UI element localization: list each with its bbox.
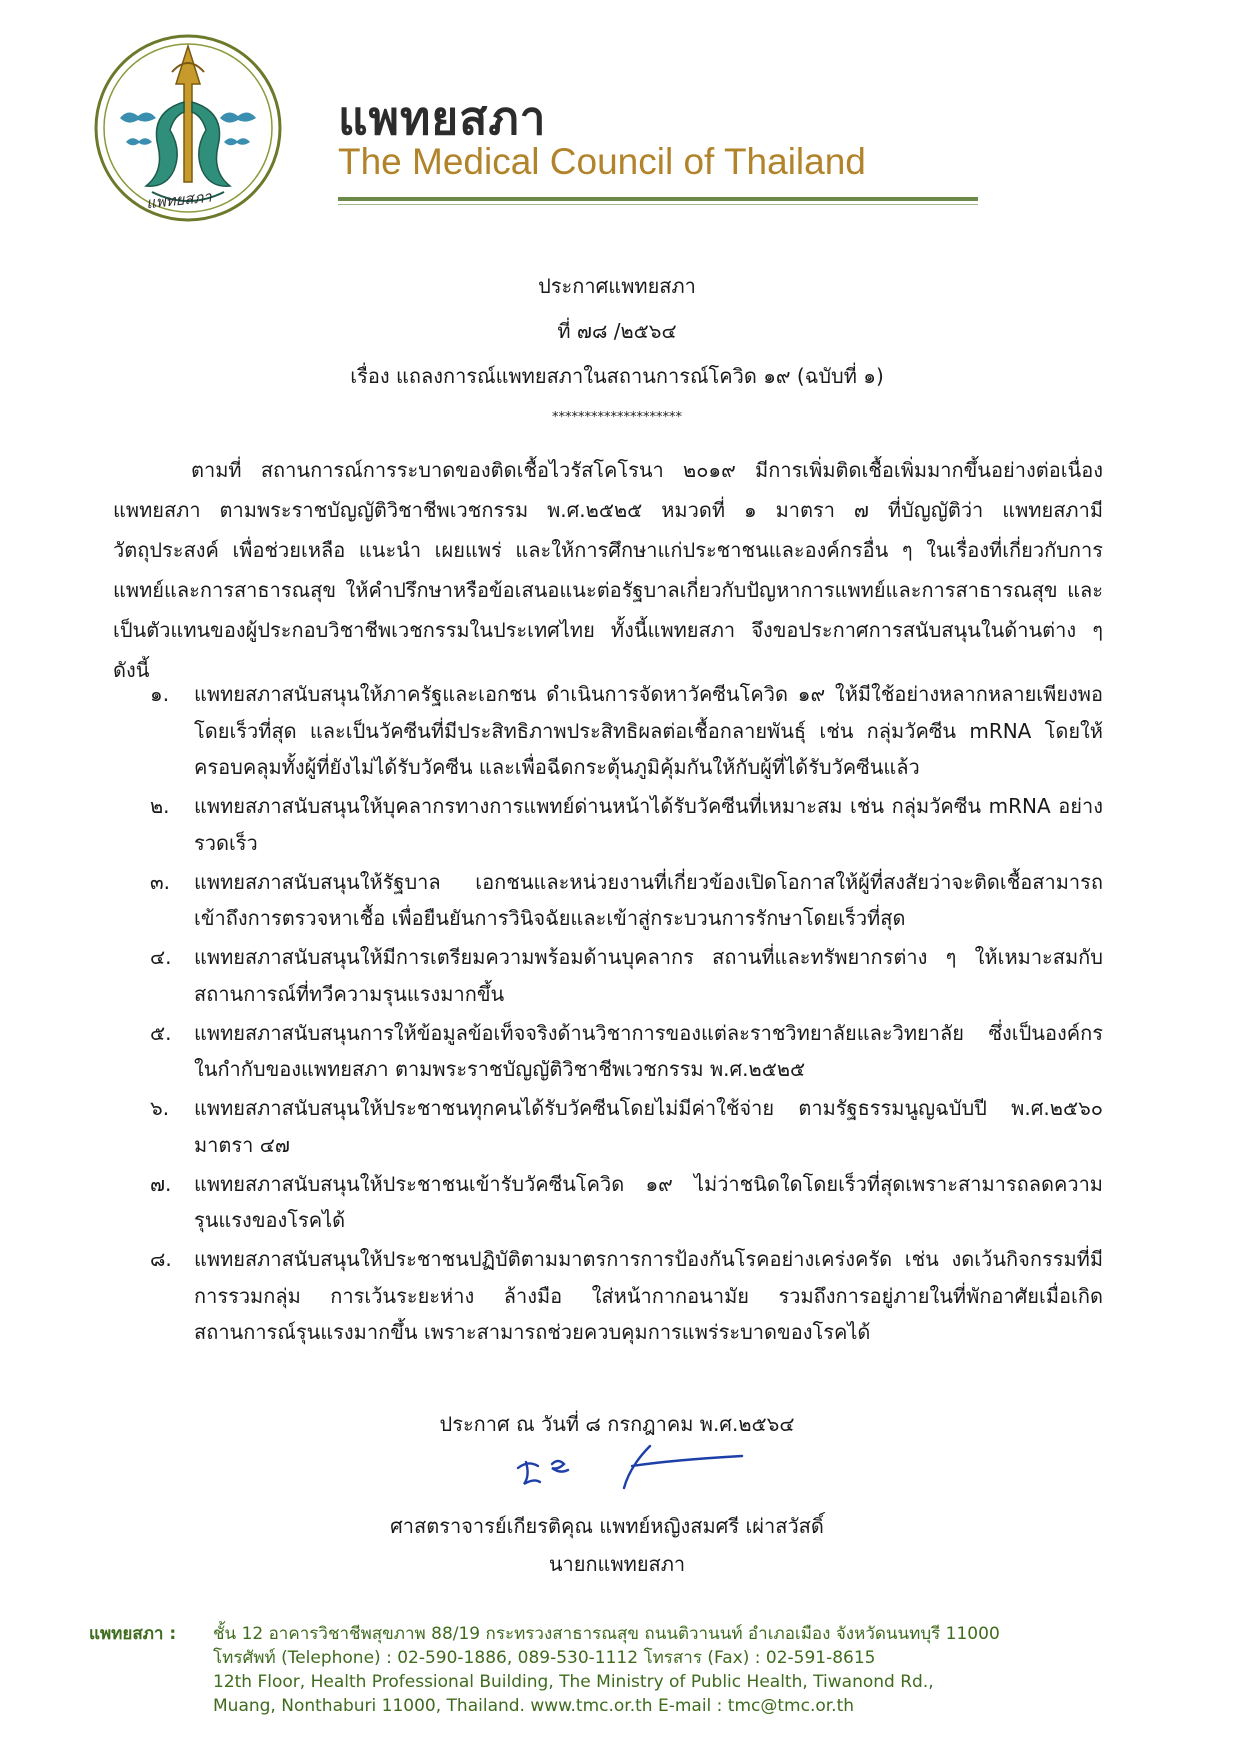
council-name-english: The Medical Council of Thailand bbox=[338, 141, 866, 182]
signer-title: นายกแพทยสภา bbox=[548, 1552, 686, 1576]
item-text: แพทยสภาสนับสนุนให้บุคลากรทางการแพทย์ด่านหน้าได้รับวัคซีนที่เหมาะสม เช่น กลุ่มวัคซีน mRNA อย่างรวดเร็ว bbox=[194, 794, 1103, 855]
item-text: แพทยสภาสนับสนุนให้ประชาชนทุกคนได้รับวัคซีนโดยไม่มีค่าใช้จ่าย ตามรัฐธรรมนูญฉบับปี พ.ศ.๒๕๖๐ มาตรา ๔๗ bbox=[194, 1096, 1103, 1157]
item-text: แพทยสภาสนับสนุนให้มีการเตรียมความพร้อมด้านบุคลากร สถานที่และทรัพยากรต่าง ๆ ให้เหมาะสมกับสถานการณ์ที่ทวีความรุนแรงมากขึ้น bbox=[194, 945, 1103, 1006]
item-number: ๒. bbox=[150, 794, 170, 818]
item-number: ๑. bbox=[150, 682, 170, 706]
support-list bbox=[150, 676, 1103, 1353]
item-number: ๕. bbox=[150, 1020, 172, 1045]
signature-image bbox=[512, 1440, 748, 1492]
footer-address-english: 12th Floor, Health Professional Building, The Ministry of Public Health, Tiwanond Rd., bbox=[213, 1672, 934, 1692]
footer-address-thai: ชั้น 12 อาคารวิชาชีพสุขภาพ 88/19 กระทรวงสาธารณสุข ถนนติวานนท์ อำเภอเมือง จังหวัดนนทบุรี 11000 bbox=[213, 1624, 1000, 1644]
footer-phone: โทรศัพท์ (Telephone) : 02-590-1886, 089-530-1112 โทรสาร (Fax) : 02-591-8615 bbox=[213, 1648, 876, 1668]
item-number: ๘. bbox=[150, 1247, 172, 1271]
footer-address-english-2: Muang, Nonthaburi 11000, Thailand. www.tmc.or.th E-mail : tmc@tmc.or.th bbox=[213, 1696, 855, 1716]
list-item bbox=[150, 864, 1103, 937]
list-item bbox=[150, 788, 1103, 861]
item-number: ๗. bbox=[150, 1171, 172, 1196]
announcement-date: ประกาศ ณ วันที่ ๘ กรกฎาคม พ.ศ.๒๕๖๔ bbox=[439, 1412, 795, 1436]
signer-name: ศาสตราจารย์เกียรติคุณ แพทย์หญิงสมศรี เผ่าสวัสดิ์ bbox=[390, 1514, 824, 1538]
list-item bbox=[150, 676, 1103, 786]
item-text: แพทยสภาสนับสนุนการให้ข้อมูลข้อเท็จจริงด้านวิชาการของแต่ละราชวิทยาลัยและวิทยาลัย ซึ่งเป็นองค์กรในกำกับของแพทยสภา ตามพระราชบัญญัติวิชาชีพเวชกรรม พ.ศ.๒๕๒๕ bbox=[194, 1020, 1103, 1081]
footer-label: แพทยสภา : bbox=[89, 1624, 177, 1644]
announcement-number: ที่ ๗๘ /๒๕๖๔ bbox=[557, 319, 677, 343]
item-text: แพทยสภาสนับสนุนให้ประชาชนเข้ารับวัคซีนโควิด ๑๙ ไม่ว่าชนิดใดโดยเร็วที่สุดเพราะสามารถลดความรุนแรงของโรคได้ bbox=[194, 1171, 1103, 1232]
list-item bbox=[150, 1015, 1103, 1088]
list-item bbox=[150, 1166, 1103, 1239]
item-text: แพทยสภาสนับสนุนให้ประชาชนปฏิบัติตามมาตรการการป้องกันโรคอย่างเคร่งครัด เช่น งดเว้นกิจกรรมที่มีการรวมกลุ่ม การเว้นระยะห่าง ล้างมือ ใส่หน้ากากอนามัย รวมถึงการอยู่ภายในที่พักอาศัยเมื่อเกิดสถานการณ์รุนแรงมากขึ้น เพราะสามารถช่วยควบคุมการแพร่ระบาดของโรคได้ bbox=[194, 1247, 1103, 1344]
item-number: ๖. bbox=[150, 1096, 170, 1120]
intro-paragraph: ตามที่ สถานการณ์การระบาดของติดเชื้อไวรัสโคโรนา ๒๐๑๙ มีการเพิ่มติดเชื้อเพิ่มมากขึ้นอย่างต่อเนื่อง แพทยสภา ตามพระราชบัญญัติวิชาชีพเวชกรรม พ.ศ.๒๕๒๕ หมวดที่ ๑ มาตรา ๗ ที่บัญญัติว่า แพทยสภามีวัตถุประสงค์ เพื่อช่วยเหลือ แนะนำ เผยแพร่ และให้การศึกษาแก่ประชาชนและองค์กรอื่น ๆ ในเรื่องที่เกี่ยวกับการแพทย์และการสาธารณสุข ให้คำปรึกษาหรือข้อเสนอแนะต่อรัฐบาลเกี่ยวกับปัญหาการแพทย์และการสาธารณสุข และ เป็นตัวแทนของผู้ประกอบวิชาชีพเวชกรรมในประเทศไทย ทั้งนี้แพทยสภา จึงขอประกาศการสนับสนุนในด้านต่าง ๆ ดังนี้ bbox=[113, 458, 1103, 682]
header-rule bbox=[338, 197, 978, 201]
item-number: ๓. bbox=[150, 869, 171, 894]
item-text: แพทยสภาสนับสนุนให้รัฐบาล เอกชนและหน่วยงานที่เกี่ยวข้องเปิดโอกาสให้ผู้ที่สงสัยว่าจะติดเชื้อสามารถเข้าถึงการตรวจหาเชื้อ เพื่อยืนยันการวินิจฉัยและเข้าสู่กระบวนการรักษาโดยเร็วที่สุด bbox=[194, 869, 1103, 930]
announcement-subject: เรื่อง แถลงการณ์แพทยสภาในสถานการณ์โควิด ๑๙ (ฉบับที่ ๑) bbox=[350, 364, 884, 388]
announcement-heading: ประกาศแพทยสภา bbox=[538, 274, 696, 298]
item-number: ๔. bbox=[150, 945, 172, 969]
medical-council-logo bbox=[92, 32, 284, 224]
header-rule-thin bbox=[338, 204, 978, 205]
list-item bbox=[150, 939, 1103, 1012]
list-item bbox=[150, 1241, 1103, 1351]
logo-caption: แพทยสภา bbox=[145, 187, 213, 213]
item-text: แพทยสภาสนับสนุนให้ภาครัฐและเอกชน ดำเนินการจัดหาวัคซีนโควิด ๑๙ ให้มีใช้อย่างหลากหลายเพียงพอโดยเร็วที่สุด และเป็นวัคซีนที่มีประสิทธิภาพประสิทธิผลต่อเชื้อกลายพันธุ์ เช่น กลุ่มวัคซีน mRNA โดยให้ครอบคลุมทั้งผู้ที่ยังไม่ได้รับวัคซีน และเพื่อฉีดกระตุ้นภูมิคุ้มกันให้กับผู้ที่ได้รับวัคซีนแล้ว bbox=[194, 682, 1103, 779]
list-item bbox=[150, 1090, 1103, 1163]
council-name-thai: แพทยสภา bbox=[338, 91, 547, 145]
separator: ******************** bbox=[552, 410, 682, 425]
